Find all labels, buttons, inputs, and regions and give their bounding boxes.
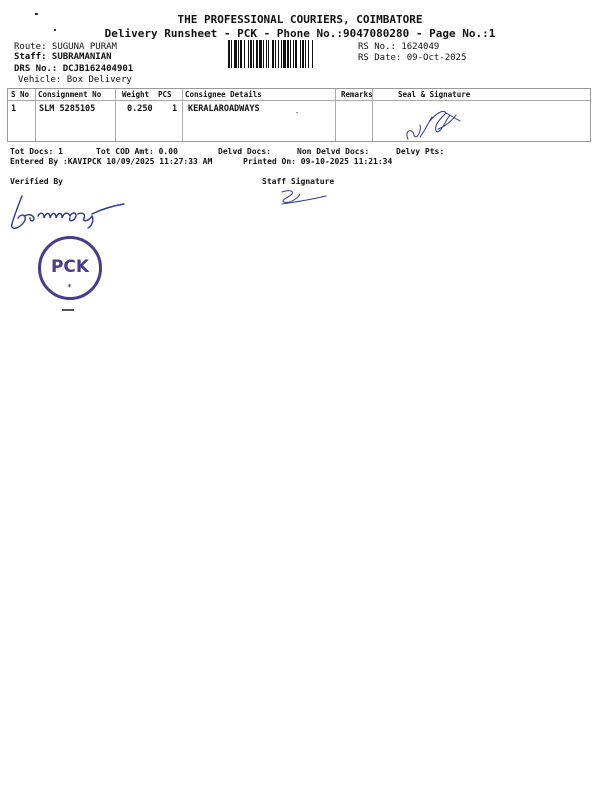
rs-date: RS Date: 09-Oct-2025: [358, 53, 467, 63]
runsheet-title: Delivery Runsheet - PCK - Phone No.:9047080280 - Page No.:1: [104, 27, 496, 40]
column-divider: [35, 89, 36, 141]
staff-signature-label: Staff Signature: [262, 177, 335, 186]
header-consignment: Consignment No: [38, 90, 102, 99]
barcode-bar: [281, 40, 282, 68]
header-remarks: Remarks: [341, 90, 373, 99]
barcode-bar: [268, 40, 269, 68]
barcode-image: [228, 40, 354, 68]
drs-number: DRS No.: DCJB162404901: [14, 64, 134, 74]
header-weight: Weight: [122, 90, 150, 99]
barcode-bar: [248, 40, 249, 68]
barcode-bar: [283, 40, 286, 68]
barcode-bar: [253, 40, 254, 68]
cell-pcs: 1: [172, 104, 178, 114]
barcode-bar: [238, 40, 239, 68]
barcode-bar: [305, 40, 306, 68]
entered-by: Entered By :KAVIPCK 10/09/2025 11:27:33 AM: [10, 157, 213, 166]
barcode-bar: [240, 40, 242, 68]
scan-speck: [62, 309, 74, 311]
header-pcs: PCS: [158, 90, 172, 99]
barcode-bar: [266, 40, 267, 68]
barcode-bar: [287, 40, 289, 68]
non-delivered-docs: Non Delvd Docs:: [297, 147, 370, 156]
receiver-signature: [400, 101, 470, 145]
barcode-bar: [290, 40, 291, 68]
barcode-bar: [275, 40, 276, 68]
company-title: THE PROFESSIONAL COURIERS, COIMBATORE: [177, 13, 423, 26]
consignment-table: [7, 88, 591, 142]
total-docs: Tot Docs: 1: [10, 147, 63, 156]
barcode-bar: [295, 40, 297, 68]
printed-on: Printed On: 09-10-2025 11:21:34: [243, 157, 393, 166]
delivered-docs: Delvd Docs:: [218, 147, 271, 156]
column-divider: [182, 89, 183, 141]
cell-consignee: KERALAROADWAYS: [188, 104, 260, 114]
staff-signature: [276, 186, 330, 208]
barcode-bar: [302, 40, 304, 68]
route-label: Route: SUGUNA PURAM: [14, 42, 117, 52]
pck-stamp: [38, 236, 102, 300]
barcode-bar: [312, 40, 313, 68]
table-header-divider: [8, 100, 590, 101]
barcode-bar: [308, 40, 309, 68]
barcode-bar: [272, 40, 274, 68]
column-divider: [115, 89, 116, 141]
delivery-points: Delvy Pts:: [396, 147, 445, 156]
header-consignee: Consignee Details: [185, 90, 262, 99]
cell-weight: 0.250: [127, 104, 153, 114]
vehicle-label: Vehicle: Box Delivery: [18, 75, 132, 85]
header-sno: S No: [11, 90, 30, 99]
cell-sno: 1: [11, 104, 17, 114]
barcode-bar: [234, 40, 237, 68]
barcode-bar: [256, 40, 258, 68]
barcode-bar: [278, 40, 279, 68]
barcode-bar: [231, 40, 232, 68]
barcode-bar: [293, 40, 294, 68]
staff-label: Staff: SUBRAMANIAN: [14, 52, 112, 62]
cell-consignment: SLM 5285105: [39, 104, 96, 114]
header-seal: Seal & Signature: [398, 90, 471, 99]
barcode-bar: [250, 40, 252, 68]
barcode-bar: [244, 40, 245, 68]
stamp-mark-icon: ✶: [67, 281, 72, 290]
rs-number: RS No.: 1624049: [358, 42, 440, 52]
stamp-text: PCK: [50, 257, 90, 277]
verified-by-label: Verified By: [10, 177, 63, 186]
barcode-bar: [300, 40, 301, 68]
barcode-bar: [259, 40, 262, 68]
barcode-bar: [228, 40, 230, 68]
barcode-bar: [263, 40, 264, 68]
verifier-signature: [8, 192, 130, 234]
total-cod-amount: Tot COD Amt: 0.00: [96, 147, 178, 156]
column-divider: [335, 89, 336, 141]
